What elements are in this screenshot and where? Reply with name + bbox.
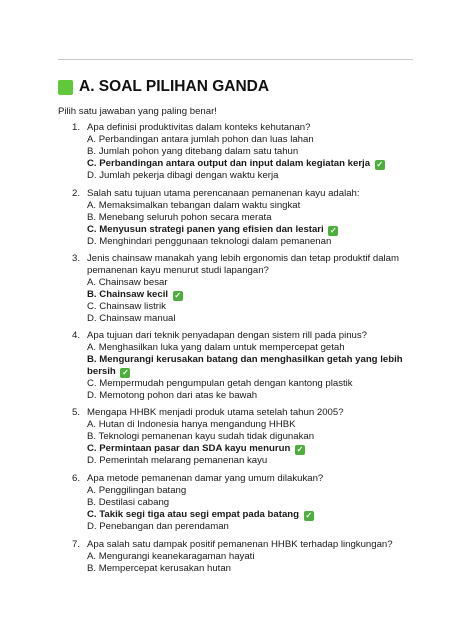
question-5 <box>72 407 412 467</box>
question-3 <box>72 253 412 325</box>
option-d: D. Menghindari penggunaan teknologi dalam pemanenan <box>87 235 332 247</box>
option-a: A. Perbandingan antara jumlah pohon dan luas lahan <box>87 133 314 145</box>
option-a: A. Memaksimalkan tebangan dalam waktu singkat <box>87 199 301 211</box>
option-a: A. Mengurangi keanekaragaman hayati <box>87 550 255 562</box>
question-number: 6. <box>72 473 81 484</box>
option-c-correct: C. Takik segi tiga atau segi empat pada batang ✓ <box>87 508 313 520</box>
option-c: C. Chainsaw listrik <box>87 300 166 312</box>
section-heading <box>58 78 269 96</box>
question-1 <box>72 122 412 182</box>
question-text: 2. Salah satu tujuan utama perencanaan pemanenan kayu adalah: <box>72 188 360 199</box>
option-b: B. Mempercepat kerusakan hutan <box>87 562 231 574</box>
question-6 <box>72 473 412 533</box>
check-mark-icon: ✓ <box>330 225 337 235</box>
option-b-correct: B. Chainsaw kecil ✓ <box>87 288 182 300</box>
instruction-text: Pilih satu jawaban yang paling benar! <box>58 106 217 117</box>
question-text-continued: pemanenan kayu menurut studi lapangan? <box>87 264 269 276</box>
option-d: D. Memotong pohon dari atas ke bawah <box>87 389 258 401</box>
option-d: D. Jumlah pekerja dibagi dengan waktu kerja <box>87 169 279 181</box>
option-d: D. Pemerintah melarang pemanenan kayu <box>87 454 268 466</box>
option-a: A. Hutan di Indonesia hanya mengandung HHBK <box>87 418 296 430</box>
option-d: D. Chainsaw manual <box>87 312 176 324</box>
option-c-correct: C. Menyusun strategi panen yang efisien dan lestari ✓ <box>87 223 337 235</box>
question-7 <box>72 539 412 575</box>
option-b: B. Teknologi pemanenan kayu sudah tidak digunakan <box>87 430 315 442</box>
option-d: D. Penebangan dan perendaman <box>87 520 229 532</box>
question-text: 3. Jenis chainsaw manakah yang lebih ergonomis dan tetap produktif dalam <box>72 253 399 264</box>
check-mark-icon: ✓ <box>122 367 129 377</box>
option-a: A. Chainsaw besar <box>87 276 168 288</box>
question-number: 7. <box>72 539 81 550</box>
option-b: B. Jumlah pohon yang ditebang dalam satu tahun <box>87 145 299 157</box>
check-mark-icon: ✓ <box>376 159 384 169</box>
option-c: C. Mempermudah pengumpulan getah dengan kantong plastik <box>87 377 353 389</box>
option-b: B. Destilasi cabang <box>87 496 170 508</box>
question-text: 1. Apa definisi produktivitas dalam konteks kehutanan? <box>72 122 311 133</box>
question-number: 5. <box>72 407 81 418</box>
green-square-icon <box>58 80 73 95</box>
question-text: 4. Apa tujuan dari teknik penyadapan dengan sistem rill pada pinus? <box>72 330 368 341</box>
option-c-correct: C. Permintaan pasar dan SDA kayu menurun ✓ <box>87 442 304 454</box>
question-2 <box>72 188 412 248</box>
question-number: 4. <box>72 330 81 341</box>
check-mark-icon: ✓ <box>174 290 182 300</box>
option-b: B. Menebang seluruh pohon secara merata <box>87 211 272 223</box>
question-text: 6. Apa metode pemanenan damar yang umum dilakukan? <box>72 473 324 484</box>
question-number: 1. <box>72 122 81 133</box>
option-b-correct: B. Mengurangi kerusakan batang dan menghasilkan getah yang lebih bersih ✓ <box>87 353 403 377</box>
option-a: A. Menghasilkan luka yang dalam untuk mempercepat getah <box>87 341 345 353</box>
question-number: 3. <box>72 253 81 264</box>
check-mark-icon: ✓ <box>305 510 313 520</box>
question-4 <box>72 330 412 402</box>
question-text: 5. Mengapa HHBK menjadi produk utama setelah tahun 2005? <box>72 407 344 418</box>
question-text: 7. Apa salah satu dampak positif pemanenan HHBK terhadap lingkungan? <box>72 539 393 550</box>
check-mark-icon: ✓ <box>296 444 304 454</box>
top-divider <box>58 59 413 60</box>
question-number: 2. <box>72 188 81 199</box>
section-heading-text: A. SOAL PILIHAN GANDA <box>79 78 270 95</box>
option-a: A. Penggilingan batang <box>87 484 187 496</box>
option-c-correct: C. Perbandingan antara output dan input dalam kegiatan kerja ✓ <box>87 157 384 169</box>
